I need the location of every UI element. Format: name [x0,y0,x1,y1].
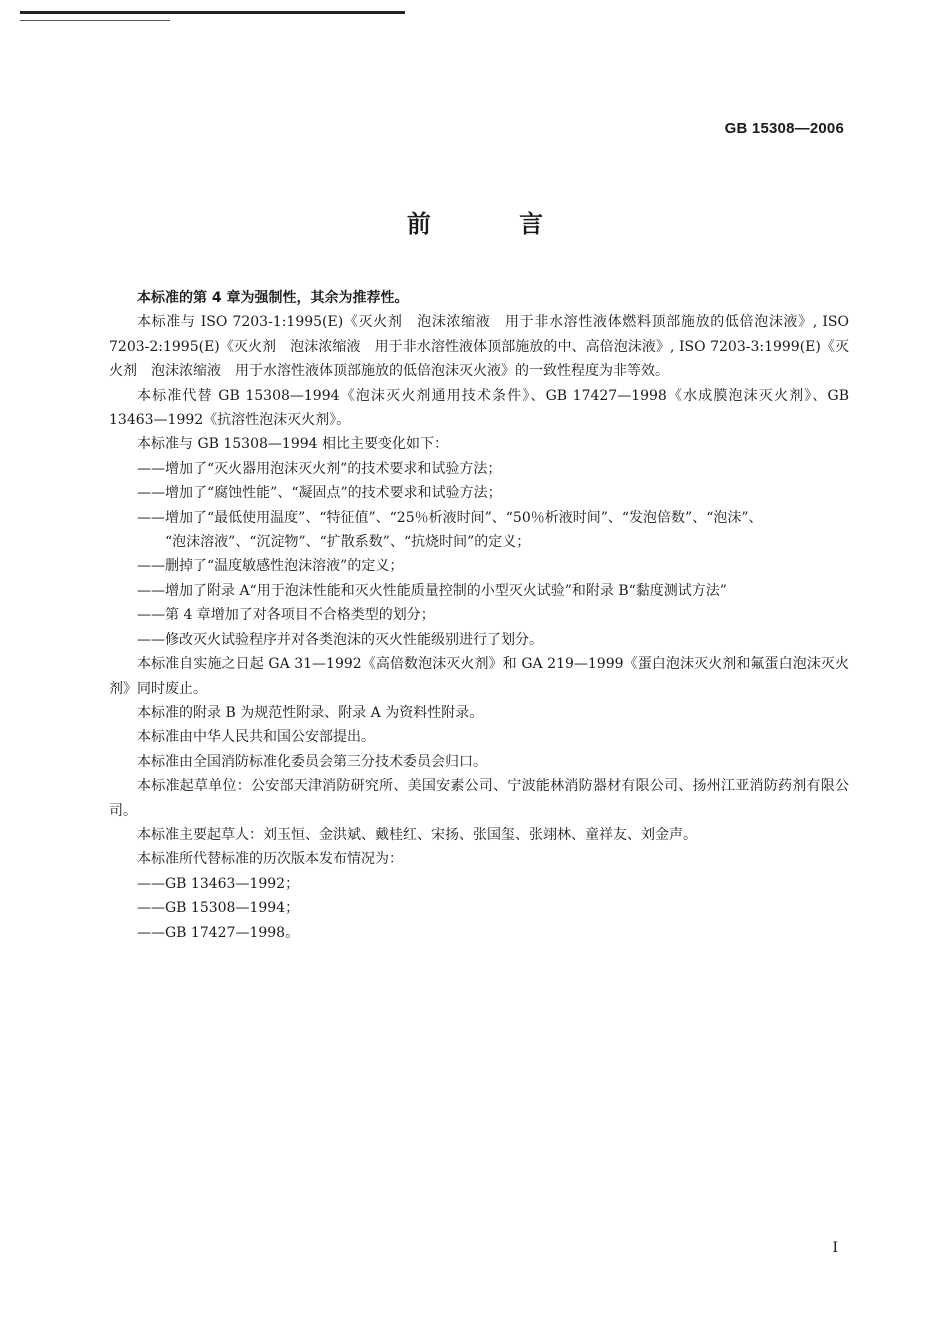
page-number: I [832,1240,838,1256]
list-item-change-continued: “泡沫溶液”、“沉淀物”、“扩散系数”、“抗烧时间”的定义； [165,534,531,551]
paragraph-changes-intro: 本标准与 GB 15308—1994 相比主要变化如下： [137,436,448,453]
document-body [109,286,849,945]
standard-number: GB 15308—2006 [724,120,844,137]
paragraph-annexes: 本标准的附录 B 为规范性附录、附录 A 为资料性附录。 [137,704,484,721]
page-title: 前 言 [406,210,584,238]
list-item-history: ——GB 15308—1994； [137,900,300,917]
list-item-history: ——GB 17427—1998。 [137,924,300,941]
list-item-change: ——增加了附录 A“用于泡沫性能和灭火性能质量控制的小型灭火试验”和附录 B“黏度测试方法” [137,582,727,599]
paragraph-abolished: 本标准自实施之日起 GA 31—1992《高倍数泡沫灭火剂》和 GA 219—1999《蛋白泡沫灭火剂和氟蛋白泡沫灭火剂》同时废止。 [109,656,849,697]
list-item-change: ——增加了“腐蚀性能”、“凝固点”的技术要求和试验方法； [137,485,502,502]
paragraph-managed-by: 本标准由全国消防标准化委员会第三分技术委员会归口。 [137,753,487,770]
list-item-change: ——删掉了“温度敏感性泡沫溶液”的定义； [137,558,404,575]
header-rule-thin [20,20,170,21]
header-rule [20,11,405,14]
paragraph-iso-relation: 本标准与 ISO 7203-1:1995(E)《灭火剂 泡沫浓缩液 用于非水溶性液体燃料顶部施放的低倍泡沫液》, ISO 7203-2:1995(E)《灭火剂 泡沫浓缩液 用于非水溶性液体顶部施放的中、高倍泡沫液》, ISO 7203-3:1999(E)《灭火剂 泡沫浓缩液 用于水溶性液体顶部施放的低倍泡沫灭火液》的一致性程度为非等效。 [109,314,849,380]
paragraph-proposed-by: 本标准由中华人民共和国公安部提出。 [137,729,375,746]
list-item-change: ——增加了“最低使用温度”、“特征值”、“25％析液时间”、“50％析液时间”、“发泡倍数”、“泡沫”、 [137,509,763,526]
list-item-change: ——增加了“灭火器用泡沫灭火剂”的技术要求和试验方法； [137,460,502,477]
paragraph-replaces: 本标准代替 GB 15308—1994《泡沫灭火剂通用技术条件》、GB 17427—1998《水成膜泡沫灭火剂》、GB 13463—1992《抗溶性泡沫灭火剂》。 [109,387,849,429]
paragraph-drafters: 本标准主要起草人：刘玉恒、金洪斌、戴桂红、宋扬、张国玺、张翊林、童祥友、刘金声。 [137,826,697,843]
paragraph-mandatory-clause: 本标准的第 4 章为强制性，其余为推荐性。 [137,290,409,306]
list-item-change: ——修改灭火试验程序并对各类泡沫的灭火性能级别进行了划分。 [137,631,543,648]
paragraph-history-intro: 本标准所代替标准的历次版本发布情况为： [137,851,403,868]
list-item-history: ——GB 13463—1992； [137,875,300,892]
paragraph-drafting-units: 本标准起草单位：公安部天津消防研究所、美国安素公司、宁波能林消防器材有限公司、扬州江亚消防药剂有限公司。 [109,778,849,819]
list-item-change: ——第 4 章增加了对各项目不合格类型的划分； [137,607,435,624]
